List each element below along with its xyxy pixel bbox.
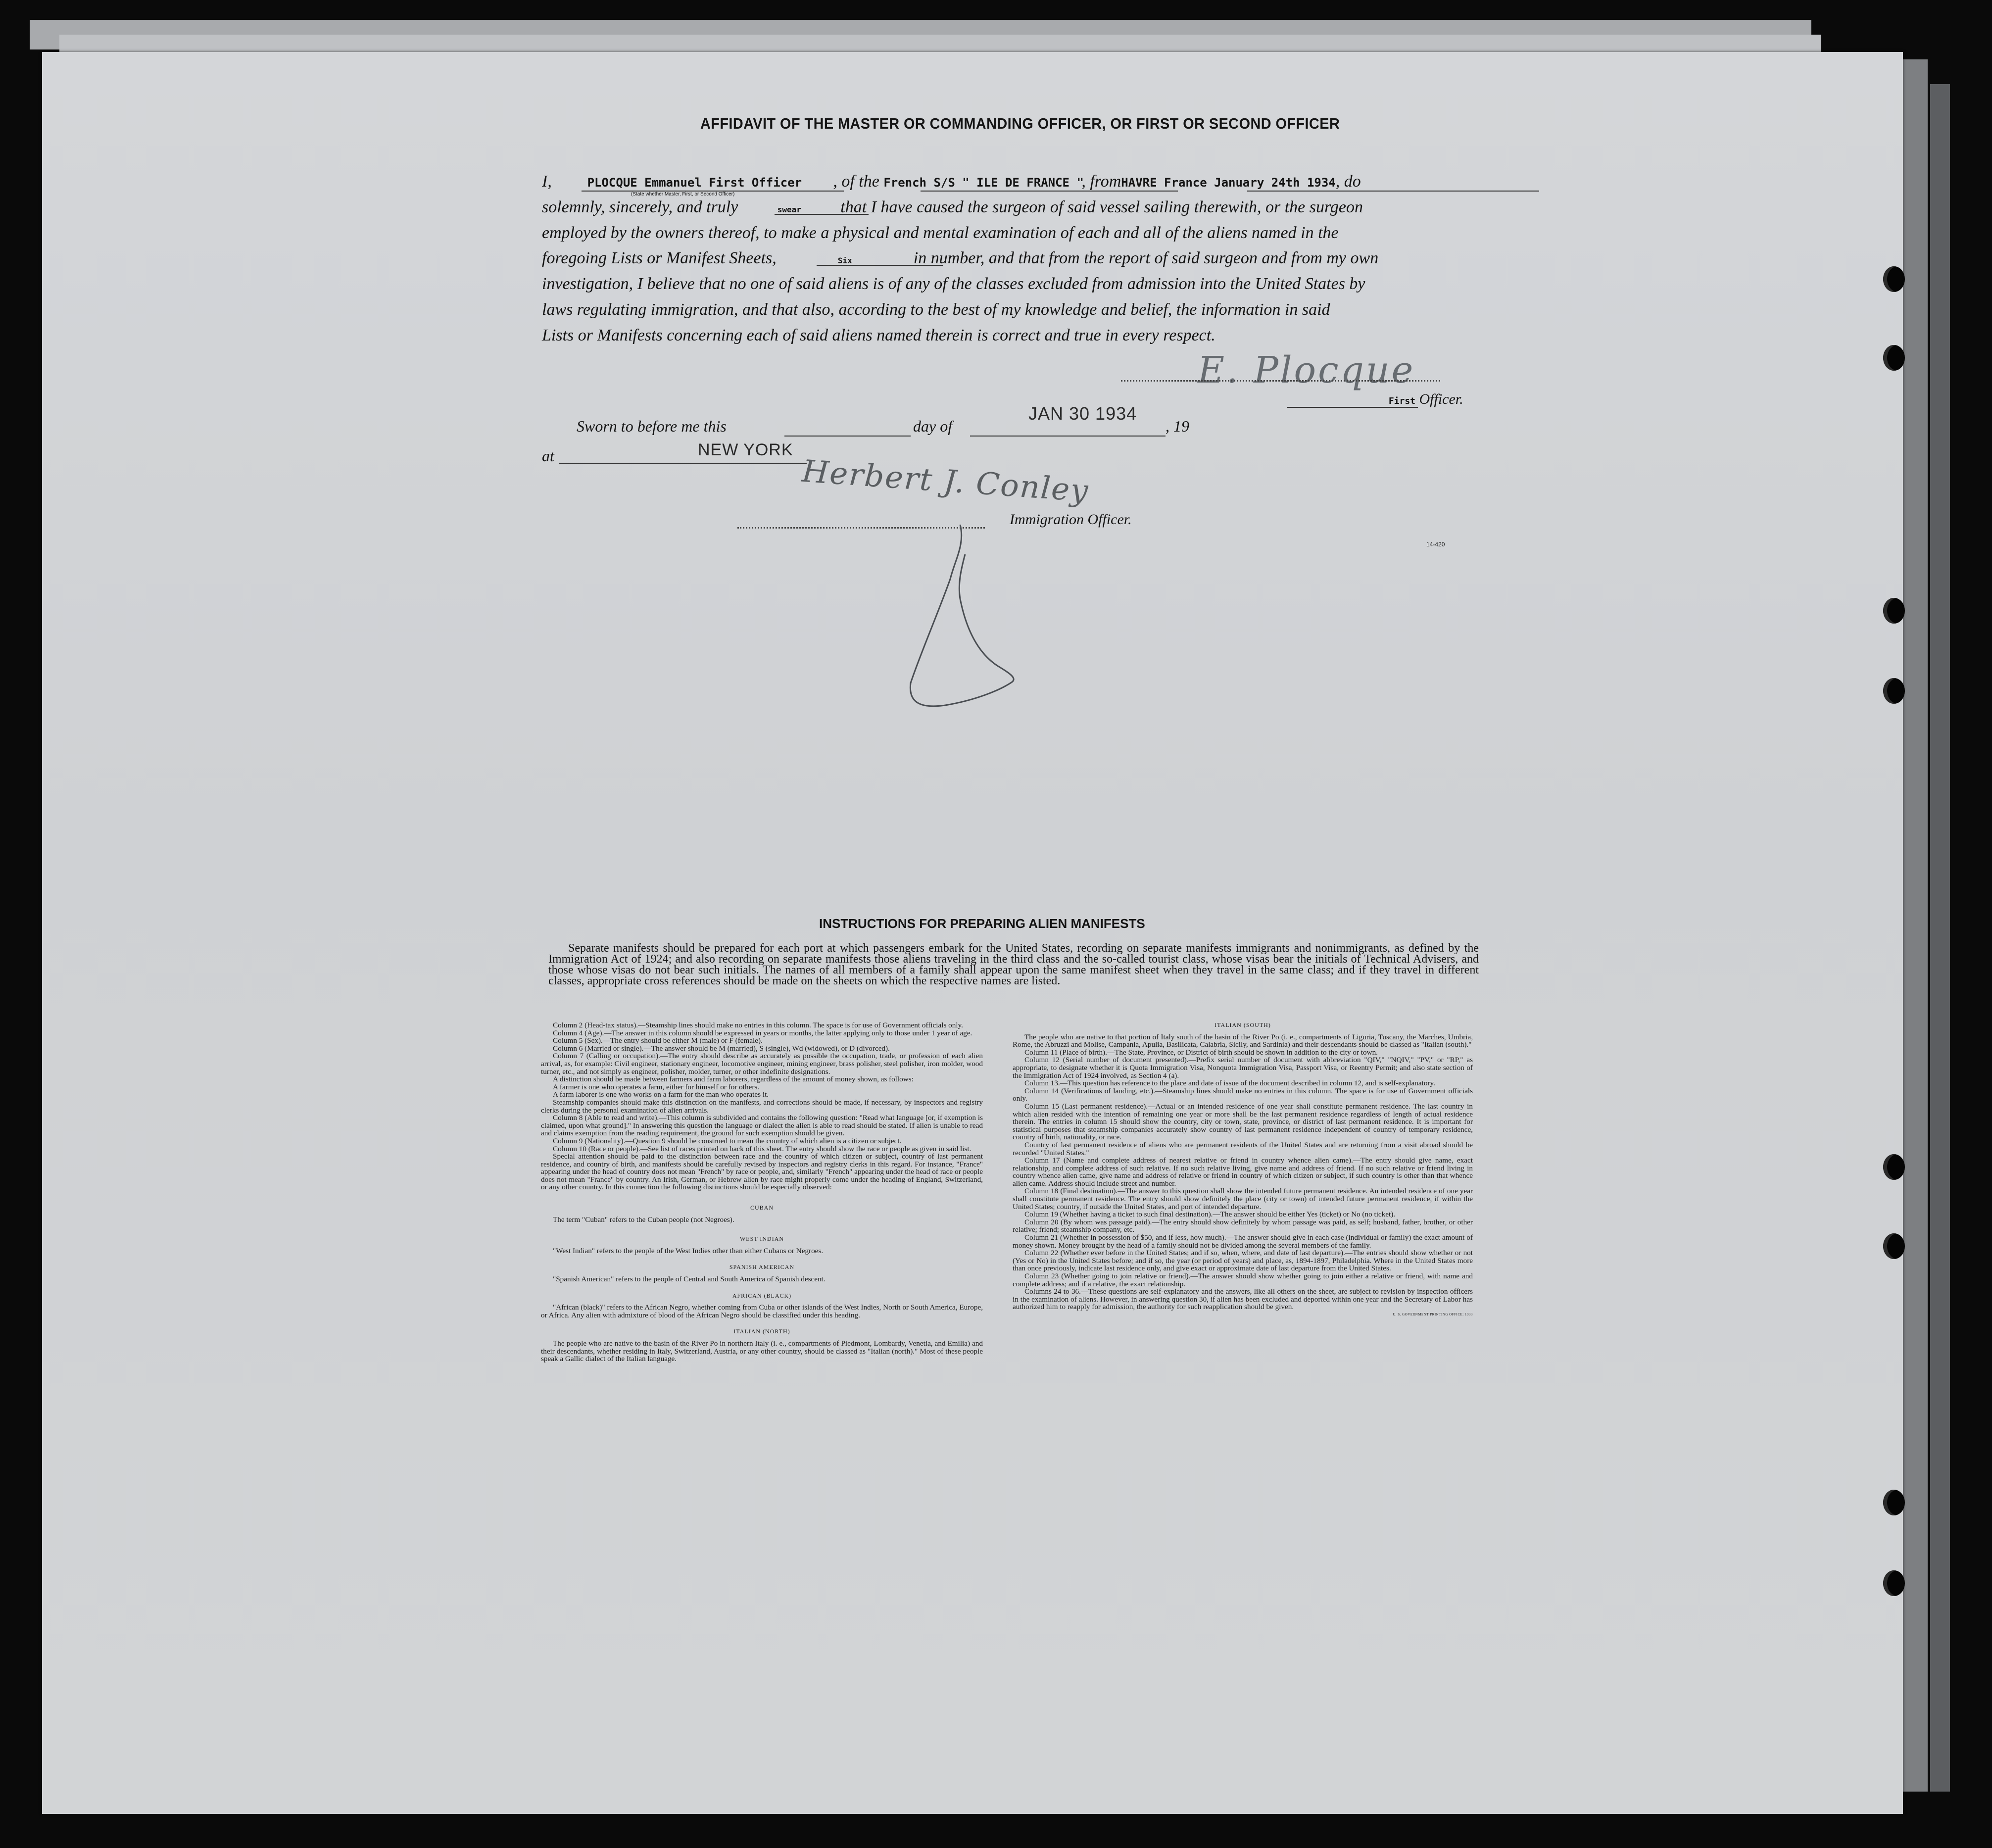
immigration-signature: Herbert J. Conley <box>801 452 1090 509</box>
section-heading: SPANISH AMERICAN <box>729 1264 795 1271</box>
text: , do <box>1335 172 1361 191</box>
printer-imprint: U. S. GOVERNMENT PRINTING OFFICE: 1933 <box>1393 1312 1473 1316</box>
place-line <box>559 463 807 464</box>
ship-underline <box>921 191 1178 192</box>
section-heading: ITALIAN (SOUTH) <box>1215 1021 1271 1028</box>
ship-name: French S/S " ILE DE FRANCE " <box>883 176 1084 190</box>
section-heading: ITALIAN (NORTH) <box>733 1328 790 1335</box>
rank-underline <box>1287 407 1418 408</box>
binder-hole <box>1883 266 1905 292</box>
binder-hole <box>1883 598 1905 624</box>
paragraph: Column 10 (Race or people).—See list of races printed on back of this sheet. The entry should show the race or people as given in said list. <box>553 1144 972 1153</box>
form-number: 14-420 <box>1426 541 1445 548</box>
paragraph: Column 4 (Age).—The answer in this column should be expressed in years or months, the latter applying only to those under 1 year of age. <box>553 1028 972 1037</box>
officer-name: PLOCQUE Emmanuel First Officer <box>587 176 802 190</box>
binder-hole <box>1883 1490 1905 1515</box>
affidavit-line-6: laws regulating immigration, and that also, according to the best of my knowledge and belief, the information in said <box>542 300 1330 319</box>
instructions-right-column <box>1013 1021 1473 1319</box>
sheet-count: Six <box>837 256 852 265</box>
paragraph: The people who are native to that portion of Italy south of the basin of the River Po (i. e., compartments of Liguria, Tuscany, the Marches, Umbria, Rome, the Abruzzi and Molise, Campania, Apulia, Basilicata, Calabria, Sicily, and Sardinia) and their descendants should be classed as "Italian (south)." <box>1013 1032 1473 1049</box>
instructions-left-column <box>541 1021 983 1363</box>
sworn-day-line <box>784 436 911 437</box>
date-line <box>970 436 1166 437</box>
paragraph: A farmer is one who operates a farm, either for himself or for others. <box>553 1082 760 1091</box>
sheets-underline <box>817 265 943 266</box>
section-heading: WEST INDIAN <box>739 1235 784 1243</box>
signature-line <box>1121 380 1440 382</box>
officer-title <box>1287 391 1463 408</box>
paragraph: Column 23 (Whether going to join relative or friend).—The answer should show whether going to join either a relative or friend, with name and complete address; and if a relative, the exact relationship. <box>1013 1272 1473 1288</box>
section-heading: CUBAN <box>750 1204 774 1212</box>
paragraph: Column 6 (Married or single).—The answer should be M (married), S (single), Wd (widowed), or D (divorced). <box>553 1044 890 1053</box>
oath-underline <box>775 214 869 215</box>
paragraph: Column 12 (Serial number of document presented).—Prefix serial number of document with abbreviation "QIV," "NQIV," "PV," or "RP," as appropriate, to designate whether it is Quota Immigration Visa, Nonquota Immigration Visa, Passport Visa, or Reentry Permit; and also state section of the Immigration Act of 1924 involved, as Section 4 (a). <box>1013 1056 1473 1080</box>
affidavit-title: AFFIDAVIT OF THE MASTER OR COMMANDING OFFICER, OR FIRST OR SECOND OFFICER <box>700 115 1340 132</box>
paragraph: "West Indian" refers to the people of the West Indies other than either Cubans or Negroes. <box>553 1246 824 1255</box>
text: solemnly, sincerely, and truly <box>542 198 738 216</box>
year-prefix: , 19 <box>1166 417 1189 435</box>
affidavit-line-2 <box>542 198 1363 217</box>
date-stamp: JAN 30 1934 <box>1028 403 1137 424</box>
officer-signature: E. Plocque <box>1198 349 1415 391</box>
at-label: at <box>542 447 554 465</box>
officer-suffix: Officer. <box>1419 391 1463 407</box>
origin-underline <box>1247 191 1539 192</box>
paragraph: "African (black)" refers to the African Negro, whether coming from Cuba or other islands of the West Indies, North or South America, Europe, or Africa. Any alien with admixture of blood of the African Negro should be classified under this heading. <box>541 1303 983 1319</box>
back-sheet-right-2 <box>1930 84 1950 1792</box>
binder-hole <box>1883 345 1905 371</box>
origin: HAVRE France January 24th 1934 <box>1121 176 1336 190</box>
paragraph: Column 15 (Last permanent residence).—Actual or an intended residence of one year shall constitute permanent residence. The last country in which alien resided with the intention of remaining one year or more shall be the last permanent residence regardless of length of actual residence therein. The entries in column 15 should show the country, city or town, state, province, or district of last permanent residence. It is important for statistical purposes that steamship companies accurately show country of last permanent residence independent of country of temporary residence, country of birth, nationality, or race. <box>1013 1102 1473 1142</box>
affidavit-line-7: Lists or Manifests concerning each of said aliens named therein is correct and true in every respect. <box>542 326 1215 344</box>
affidavit-line-4 <box>542 249 1378 268</box>
binder-hole <box>1883 1570 1905 1596</box>
paragraph: Column 7 (Calling or occupation).—The entry should describe as accurately as possible the occupation, trade, or profession of each alien arrival, as, for example: Civil engineer, stationary engineer, locomotive engineer, mining engineer, brass polisher, steel polisher, iron molder, wood turner, etc., and not simply as engineer, polisher, molder, turner, or other indefinite designations. <box>541 1052 983 1076</box>
paragraph: Column 19 (Whether having a ticket to such final destination).—The answer should be either Yes (ticket) or No (no ticket). <box>1024 1210 1396 1219</box>
binder-hole <box>1883 678 1905 704</box>
instructions-intro: Separate manifests should be prepared for each port at which passengers embark for the United States, recording on separate manifests immigrants and nonimmigrants, as defined by the Immigration Act of 1924; and also recording on separate manifests those aliens traveling in the third class and the so-called tourist class, whose visas bear the initials of Technical Advisers, and those whose visas do not bear such initials. The names of all members of a family shall appear upon the same manifest sheet when they travel in the same class; and if they travel in different classes, appropriate cross references should be made on the sheets on which the respective names are listed. <box>548 942 1479 987</box>
paragraph: The people who are native to the basin of the River Po in northern Italy (i. e., compartments of Piedmont, Lombardy, Venetia, and Emilia) and their descendants, whether residing in Italy, Switzerland, Austria, or any other country, should be classed as "Italian (north)." Most of these people speak a Gallic dialect of the Italian language. <box>541 1339 983 1363</box>
instructions-title: INSTRUCTIONS FOR PREPARING ALIEN MANIFESTS <box>819 916 1145 931</box>
affidavit-line-3: employed by the owners thereof, to make a physical and mental examination of each and all of the aliens named in the <box>542 224 1339 242</box>
paragraph: Country of last permanent residence of aliens who are permanent residents of the United States and are returning from a visit abroad should be recorded "United States." <box>1013 1140 1473 1157</box>
paragraph: Steamship companies should make this distinction on the manifests, and corrections should be made, if necessary, by inspectors and registry clerks during the personal examination of alien arrivals. <box>541 1098 983 1115</box>
paragraph: Column 2 (Head-tax status).—Steamship lines should make no entries in this column. The space is for use of Government officials only. <box>553 1021 963 1029</box>
affidavit-line-1 <box>542 172 1361 191</box>
paragraph: Columns 24 to 36.—These questions are self-explanatory and the answers, like all others on the sheet, are subject to revision by inspection officers in the examination of aliens. However, in answering question 30, if alien has been excluded and deported within one year and the Secretary of Labor has authorized him to reapply for admission, the authority for such reapplication should be given. <box>1013 1287 1473 1312</box>
section-heading: AFRICAN (BLACK) <box>732 1292 792 1299</box>
paragraph: A farm laborer is one who works on a farm for the man who operates it. <box>553 1090 769 1099</box>
paragraph: Column 9 (Nationality).—Question 9 should be construed to mean the country of which alien is a citizen or subject. <box>553 1136 902 1145</box>
text: Sworn to before me this <box>577 417 727 435</box>
pen-flourish <box>891 525 1049 713</box>
officer-note: (State whether Master, First, or Second Officer) <box>631 192 735 197</box>
day-of-label: day of <box>913 417 953 435</box>
place-stamp: NEW YORK <box>698 440 793 459</box>
paragraph: Column 22 (Whether ever before in the United States; and if so, when, where, and date of last departure).—The entries should show whether or not (Yes or No) in the United States before; and if so, the year (or period of years) and place, as, 1894-1897, Philadelphia. Where in the United States more than once previously, indicate last residence only, and give exact or approximate date of last departure from the United States. <box>1013 1249 1473 1273</box>
paragraph: Column 11 (Place of birth).—The State, Province, or District of birth should be shown in addition to the city or town. <box>1024 1048 1378 1057</box>
back-sheet-right <box>1903 59 1928 1792</box>
text: I, <box>542 172 552 191</box>
text: that I have caused the surgeon of said vessel sailing therewith, or the surgeon <box>840 198 1363 216</box>
text: foregoing Lists or Manifest Sheets, <box>542 249 777 267</box>
paragraph: The term "Cuban" refers to the Cuban people (not Negroes). <box>553 1215 734 1224</box>
text: , of the <box>833 172 879 191</box>
binder-hole <box>1883 1154 1905 1180</box>
paragraph: Column 5 (Sex).—The entry should be either M (male) or F (female). <box>553 1036 763 1045</box>
text: , from <box>1081 172 1121 191</box>
oath-word: swear <box>777 205 801 214</box>
sworn-line <box>577 417 727 436</box>
affidavit-line-5: investigation, I believe that no one of said aliens is of any of the classes excluded from admission into the United States by <box>542 275 1365 293</box>
paragraph: Column 8 (Able to read and write).—This column is subdivided and contains the following question: "Read what language [or, if exemption is claimed, upon what ground]." In answering this question the language or dialect the alien is able to read should be stated. If alien is unable to read and claims exemption from the reading requirement, the ground for such exemption should be given. <box>541 1114 983 1138</box>
paragraph: A distinction should be made between farmers and farm laborers, regardless of the amount of money shown, as follows: <box>553 1075 914 1084</box>
binder-hole <box>1883 1233 1905 1259</box>
paragraph: Column 14 (Verifications of landing, etc.).—Steamship lines should make no entries in this column. The space is for use of Government officials only. <box>1013 1086 1473 1103</box>
paragraph: Column 21 (Whether in possession of $50, and if less, how much).—The answer should give in each case (individual or family) the exact amount of money shown. Money brought by the head of a family should not be divided among the several members of the family. <box>1013 1233 1473 1250</box>
paragraph: Special attention should be paid to the distinction between race and the country of which citizen or subject, country of last permanent residence, and country of birth, and manifests should be carefully revised by inspectors and registry clerks in this regard. For instance, "France" appearing under the head of country does not mean "French" by race or people, and, similarly "French" appearing under the head of race or people does not mean "France" by country. An Irish, German, or Hebrew alien by race might properly come under the heading of England, Switzerland, or any other country. In this connection the following distinctions should be especially observed: <box>541 1152 983 1192</box>
paragraph: Column 20 (By whom was passage paid).—The entry should show definitely by whom passage was paid, as self; husband, father, brother, or other relative; friend; steamship company, etc. <box>1013 1217 1473 1234</box>
paragraph: "Spanish American" refers to the people of Central and South America of Spanish descent. <box>553 1275 826 1284</box>
paragraph: Column 13.—This question has reference to the place and date of issue of the document described in column 12, and is self-explanatory. <box>1024 1079 1435 1088</box>
text: in number, and that from the report of said surgeon and from my own <box>913 249 1379 267</box>
officer-rank: First <box>1388 396 1415 406</box>
paragraph: Column 18 (Final destination).—The answer to this question shall show the intended future permanent residence. An intended residence of one year shall constitute permanent residence. The entry should show definitely the place (city or town) of intended future permanent residence, if within the United States; country, if outside the United States, and port of intended departure. <box>1013 1187 1473 1211</box>
immigration-officer-label: Immigration Officer. <box>1010 511 1132 528</box>
paragraph: Column 17 (Name and complete address of nearest relative or friend in country whence alien came).—The entry should give name, exact relationship, and complete address of such relative. If no such relative living, give name and address of friend. If no such relative or friend living in country whence alien came, give name and address of relative or friend in country of which citizen or subject, if such country is other than that whence alien came. Address should include street and number. <box>1013 1156 1473 1188</box>
